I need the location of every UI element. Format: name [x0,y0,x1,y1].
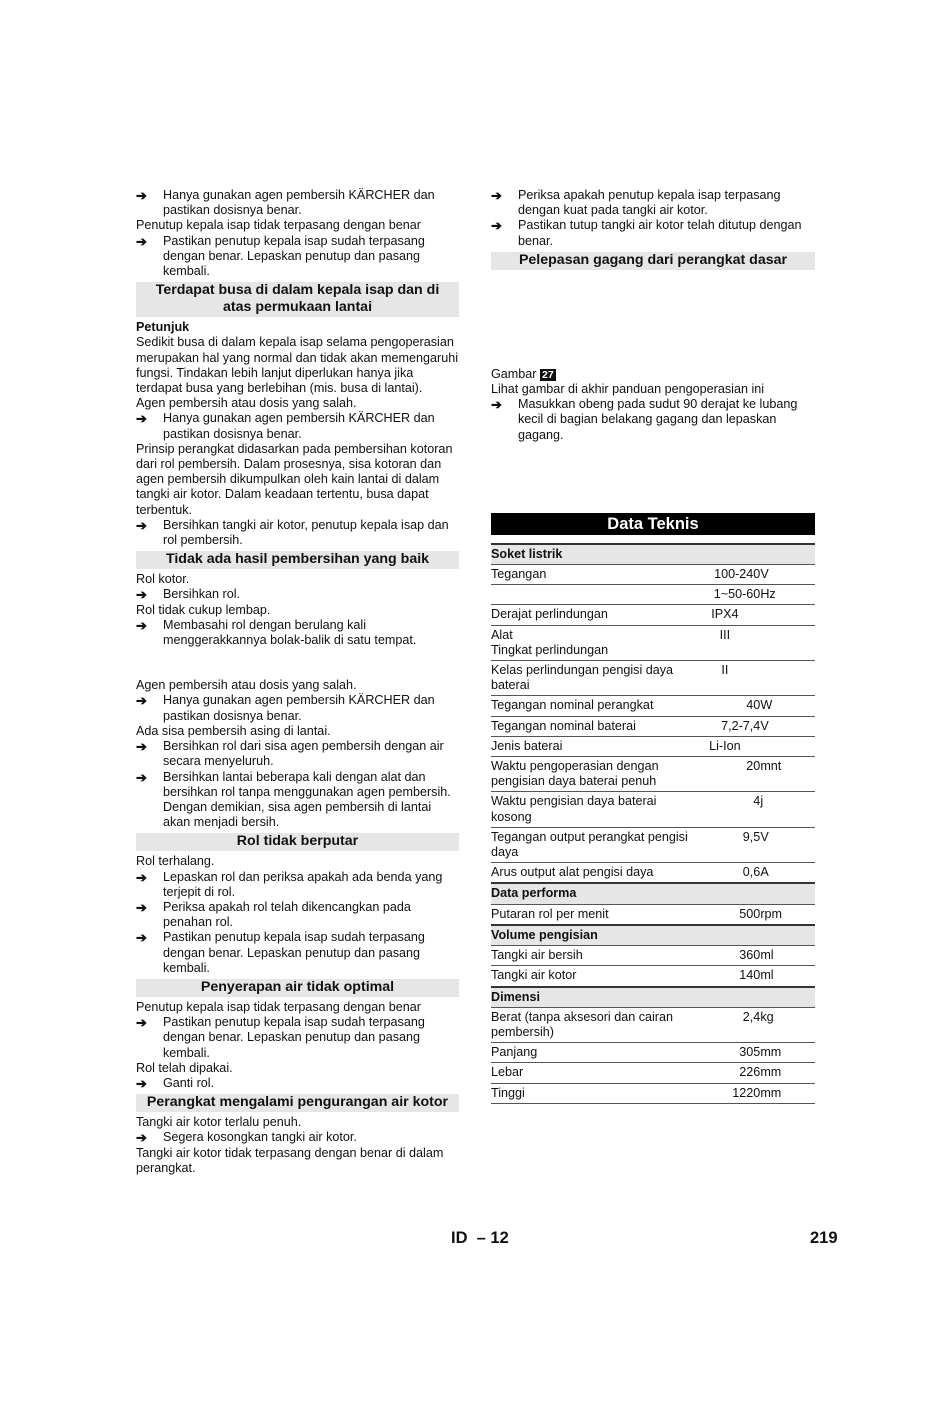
section-heading-handle-removal: Pelepasan gagang dari perangkat dasar [491,252,815,270]
table-row: 1~50-60 Hz [491,585,815,605]
instruction-item: ➔ Bersihkan rol. [136,587,240,603]
table-row: Tangki air kotor 140 ml [491,966,815,987]
cause-text: Penutup kepala isap tidak terpasang dengan benar [136,218,421,233]
table-section-row: Data performa [491,883,815,904]
table-row: Tegangan nominal perangkat 40 W [491,696,815,716]
cause-text: Agen pembersih atau dosis yang salah. [136,678,357,693]
table-row: Tegangan 100-240 V [491,565,815,585]
table-section-row: Volume pengisian [491,925,815,946]
arrow-icon: ➔ [136,693,147,709]
cause-text: Tangki air kotor tidak terpasang dengan benar di dalam perangkat. [136,1145,444,1175]
arrow-icon: ➔ [136,739,147,755]
arrow-icon: ➔ [136,930,147,946]
instruction-item: ➔ Bersihkan tangki air kotor, penutup kepala isap dan rol pembersih. [136,517,449,548]
table-section-row: Soket listrik [491,544,815,565]
cause-text: Rol kotor. [136,572,190,587]
instruction-item: ➔ Hanya gunakan agen pembersih KÄRCHER dan pastikan dosisnya benar. [136,188,435,218]
page-number: 219 [810,1229,838,1247]
table-row: Panjang 305 mm [491,1043,815,1063]
table-row: Berat (tanpa aksesori dan cairan pembersih) 2,4 kg [491,1007,815,1042]
body-text: Lihat gambar di akhir panduan pengoperasian ini [491,382,765,397]
instruction-item: ➔ Hanya gunakan agen pembersih KÄRCHER dan pastikan dosisnya benar. [136,411,435,441]
technical-data-table [491,543,815,1104]
arrow-icon: ➔ [136,1015,147,1031]
instruction-item: ➔ Lepaskan rol dan periksa apakah ada benda yang terjepit di rol. [136,869,443,899]
instruction-item: ➔ Segera kosongkan tangki air kotor. [136,1130,357,1146]
arrow-icon: ➔ [136,617,147,633]
arrow-icon: ➔ [136,869,147,885]
arrow-icon: ➔ [136,769,147,785]
arrow-icon: ➔ [136,1075,147,1091]
instruction-item: ➔ Pastikan penutup kepala isap sudah terpasang dengan benar. Lepaskan penutup dan pasang kembali. [136,1015,425,1060]
instruction-item: ➔ Bersihkan rol dari sisa agen pembersih dengan air secara menyeluruh. [136,739,444,769]
arrow-icon: ➔ [136,233,147,249]
table-row: Jenis baterai Li-Ion [491,736,815,756]
table-row: Tangki air bersih 360 ml [491,946,815,966]
instruction-item: ➔ Periksa apakah rol telah dikencangkan pada penahan rol. [136,899,411,930]
instruction-item: ➔ Pastikan tutup tangki air kotor telah ditutup dengan benar. [491,218,802,248]
cause-text: Rol terhalang. [136,854,215,869]
footer-page-ref: – 12 [476,1229,509,1247]
table-row: Alat Tingkat perlindungan III [491,625,815,660]
body-text: Prinsip perangkat didasarkan pada pembersihan kotoran dari rol pembersih. Dalam prosesnya, sisa kotoran dan agen pembersih dikumpulkan oleh kain lantai di dalam tangki air kotor. Dalam keadaan tertentu, busa dapat terbentuk. [136,441,453,517]
table-row: Derajat perlindungan IPX4 [491,605,815,625]
figure-number-badge: 27 [542,368,554,381]
arrow-icon: ➔ [136,517,147,533]
table-row: Waktu pengoperasian dengan pengisian daya baterai penuh 20 mnt [491,757,815,792]
instruction-item: ➔ Pastikan penutup kepala isap sudah terpasang dengan benar. Lepaskan penutup dan pasang kembali. [136,930,425,975]
instruction-item: ➔ Hanya gunakan agen pembersih KÄRCHER dan pastikan dosisnya benar. [136,693,435,723]
cause-text: Tangki air kotor terlalu penuh. [136,1115,302,1130]
arrow-icon: ➔ [491,218,502,234]
right-column [491,188,815,1104]
arrow-icon: ➔ [491,397,502,413]
cause-text: Rol telah dipakai. [136,1060,233,1075]
cause-text: Ada sisa pembersih asing di lantai. [136,723,331,738]
table-section-row: Dimensi [491,987,815,1008]
instruction-item: ➔ Periksa apakah penutup kepala isap terpasang dengan kuat pada tangki air kotor. [491,188,781,218]
arrow-icon: ➔ [136,188,147,203]
figure-reference: Gambar 27 [491,366,554,381]
table-row: Tinggi 1220 mm [491,1083,815,1103]
technical-data-heading: Data Teknis [491,513,815,535]
table-row: Lebar 226 mm [491,1063,815,1083]
section-heading-dirty-water: Perangkat mengalami pengurangan air kotor [136,1094,459,1112]
section-heading-roller: Rol tidak berputar [136,833,459,851]
section-heading-suction: Penyerapan air tidak optimal [136,979,459,997]
instruction-item: ➔ Ganti rol. [136,1075,215,1091]
section-heading-cleaning: Tidak ada hasil pembersihan yang baik [136,551,459,569]
left-column [136,188,459,1176]
arrow-icon: ➔ [491,188,502,203]
table-row: Tegangan nominal baterai 7,2-7,4 V [491,716,815,736]
arrow-icon: ➔ [136,1130,147,1146]
note-label: Petunjuk [136,320,190,335]
cause-text: Penutup kepala isap tidak terpasang dengan benar [136,999,421,1014]
note-text: Sedikit busa di dalam kepala isap selama pengoperasian merupakan hal yang normal dan tidak akan memengaruhi fungsi. Tindakan lebih lanjut diperlukan hanya jika terdapat busa yang berlebihan (mis. busa di lantai). [136,335,459,396]
arrow-icon: ➔ [136,899,147,915]
instruction-item: ➔ Membasahi rol dengan berulang kali menggerakkannya bolak-balik di satu tempat. [136,617,417,648]
table-row: Waktu pengisian daya baterai kosong 4 j [491,792,815,827]
instruction-item: ➔ Masukkan obeng pada sudut 90 derajat ke lubang kecil di bagian belakang gagang dan lepaskan gagang. [491,397,798,442]
instruction-item: ➔ Pastikan penutup kepala isap sudah terpasang dengan benar. Lepaskan penutup dan pasang kembali. [136,233,425,279]
instruction-item: ➔ Bersihkan lantai beberapa kali dengan alat dan bersihkan rol tanpa menggunakan agen pembersih. Dengan demikian, sisa agen pembersih di lantai akan menjadi bersih. [136,769,451,830]
table-row: Kelas perlindungan pengisi daya baterai II [491,661,815,696]
arrow-icon: ➔ [136,411,147,427]
section-heading-foam: Terdapat busa di dalam kepala isap dan di atas permukaan lantai [136,282,459,317]
cause-text: Agen pembersih atau dosis yang salah. [136,396,357,411]
arrow-icon: ➔ [136,587,147,603]
table-row: Arus output alat pengisi daya 0,6 A [491,863,815,884]
table-row: Putaran rol per menit 500 rpm [491,904,815,925]
cause-text: Rol tidak cukup lembap. [136,602,271,617]
table-row: Tegangan output perangkat pengisi daya 9,5 V [491,827,815,862]
footer-language-code: ID – 12 [451,1229,509,1247]
